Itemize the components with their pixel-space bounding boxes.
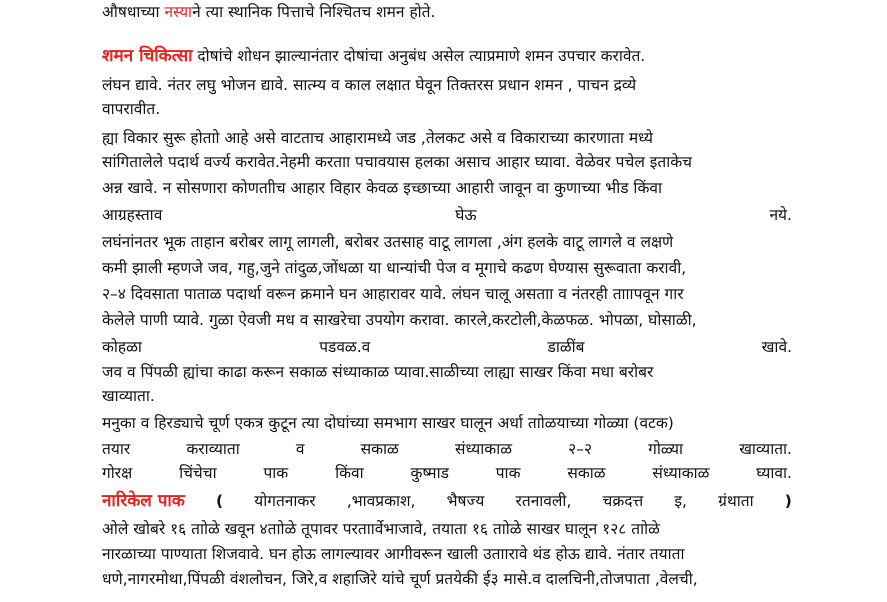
text-line: जव व पिंपळी ह्यांचा काढा करून सकाळ संध्याकाळ प्यावा.साळीच्या लाह्या साखर किंवा मधा बरोबर — [102, 363, 654, 381]
word: इ, — [674, 492, 687, 510]
text-line: सांगितालेले पदार्थ वर्ज्य करावेत.नेहमी करताा पचावयास हलका असाच आहार घ्यावा. वेळेवर पचेल इताकेच — [102, 153, 692, 171]
word: योगतनाकर — [254, 492, 316, 510]
word: पाक — [495, 464, 521, 482]
text-line — [102, 45, 645, 67]
word: रतनावली, — [515, 492, 572, 510]
text-line: खाव्याता. — [102, 387, 155, 405]
text-line-justified — [102, 462, 792, 484]
section-heading: शमन चिकित्सा — [102, 46, 193, 66]
word: भैषज्य — [446, 492, 485, 510]
word: व — [295, 440, 305, 458]
highlighted-word: नस्या — [164, 3, 193, 21]
text-line-justified — [102, 490, 792, 512]
word: सकाळ — [360, 440, 399, 458]
text-fragment: दोषांचे शोधन झाल्यानंतार दोषांचा अनुबंध असेल त्याप्रमाणे शमन उपचार करावेत. — [192, 47, 646, 65]
text-line: मनुका व हिरड्याचे चूर्ण एकत्र कुटून त्या दोघांच्या समभाग साखर घालून अर्धा ताोळयाच्या गोळ्या (वटक) — [102, 414, 674, 432]
text-line: केलेले पाणी प्यावे. गुळा ऐवजी मध व साखरेचा उपयोग करावा. कारले,करटोली,केळफळ. भोपळा, घोसाळी, — [102, 311, 697, 329]
word: ग्रंथाता — [718, 492, 754, 510]
word: चक्रदत्त — [602, 492, 644, 510]
text-line: लघंनांनतर भूक ताहान बरोबर लागू लागली, बरोबर उतसाह वाटू लागला ,अंग हलके वाटू लागले व लक्षणे — [102, 233, 674, 251]
word: संध्याकाळ — [454, 440, 512, 458]
word: सकाळ — [567, 464, 606, 482]
text-line: नारळाच्या पाण्याता शिजवावे. घन होऊ लागल्यावर आगीवरून खाली उताारावे थंड होऊ द्यावे. नंतार तयाता — [102, 545, 685, 563]
text-line: धणे,नागरमोथा,पिंपळी वंशलोचन, जिरे,व शहाजिरे यांचे चूर्ण प्रतयेकी ई३ मासे.व दालचिनी,तोजपाता ,वेलची, — [102, 570, 698, 588]
word: ( — [215, 492, 224, 510]
text-line: ओले खोबरे १६ ताोळे खवून ४ताोळे तूपावर परताार्वेभाजावे, तयाता १६ ताोळे साखर घालून १२८ ताोळे — [102, 520, 660, 538]
text-line — [102, 1, 435, 23]
text-line: २–४ दिवसाता पाताळ पदार्था वरून क्रमाने घन आहारावर यावे. लंघन चालू असताा व नंतरही तााापवून गार — [102, 285, 684, 303]
text-line: कमी झाली म्हणजे जव, गहु,जुने तांदुळ,जोंधळा या धान्यांची पेज व मूगाचे कढण घेण्यास सुरूवाता करावी, — [102, 259, 687, 277]
word: ,भावप्रकाश, — [346, 492, 416, 510]
text-line-justified — [102, 438, 792, 460]
word: पडवळ.व — [319, 338, 371, 356]
text-line-justified — [102, 204, 792, 226]
word: तयार — [102, 440, 131, 458]
word: गोरक्ष — [102, 464, 133, 482]
text-line: ह्या विकार सुरू होताो आहे असे वाटताच आहारामध्ये जड ,तेलकट असे व विकाराच्या कारणाता मध्ये — [102, 129, 653, 147]
word: घेऊ — [455, 206, 477, 224]
word: कुष्माड — [410, 464, 449, 482]
section-heading: नारिकेल पाक — [102, 491, 185, 511]
text-line: अन्न खावे. न सोसणारा कोणताीच आहार विहार केवळ इच्छाच्या आहारी जावून वा कुणाच्या भीड किंवा — [102, 179, 662, 197]
word: किंवा — [335, 464, 364, 482]
word: नये. — [769, 206, 792, 224]
word: डाळींब — [547, 338, 585, 356]
word: गोळ्या — [648, 440, 684, 458]
word: पाक — [263, 464, 289, 482]
word: खावे. — [761, 338, 792, 356]
word: ) — [784, 492, 792, 510]
word: आग्रहस्ताव — [102, 206, 163, 224]
word: संध्याकाळ — [652, 464, 710, 482]
word: घ्यावा. — [756, 464, 792, 482]
text-fragment: औषधाच्या — [102, 3, 165, 21]
word: खाव्याता. — [739, 440, 792, 458]
word: कराव्याता — [186, 440, 240, 458]
text-line: वापरावीत. — [102, 100, 161, 118]
word: चिंचेचा — [179, 464, 217, 482]
text-line-justified — [102, 336, 792, 358]
text-line: लंघन द्यावे. नंतर लघु भोजन द्यावे. सात्म्य व काल लक्षात घेवून तिक्तरस प्रधान शमन , पाचन द्रव्ये — [102, 76, 637, 94]
word: २–२ — [568, 440, 593, 458]
text-fragment: ने त्या स्थानिक पित्ताचे निश्चितच शमन होते. — [192, 3, 436, 21]
word: कोहळा — [102, 338, 142, 356]
